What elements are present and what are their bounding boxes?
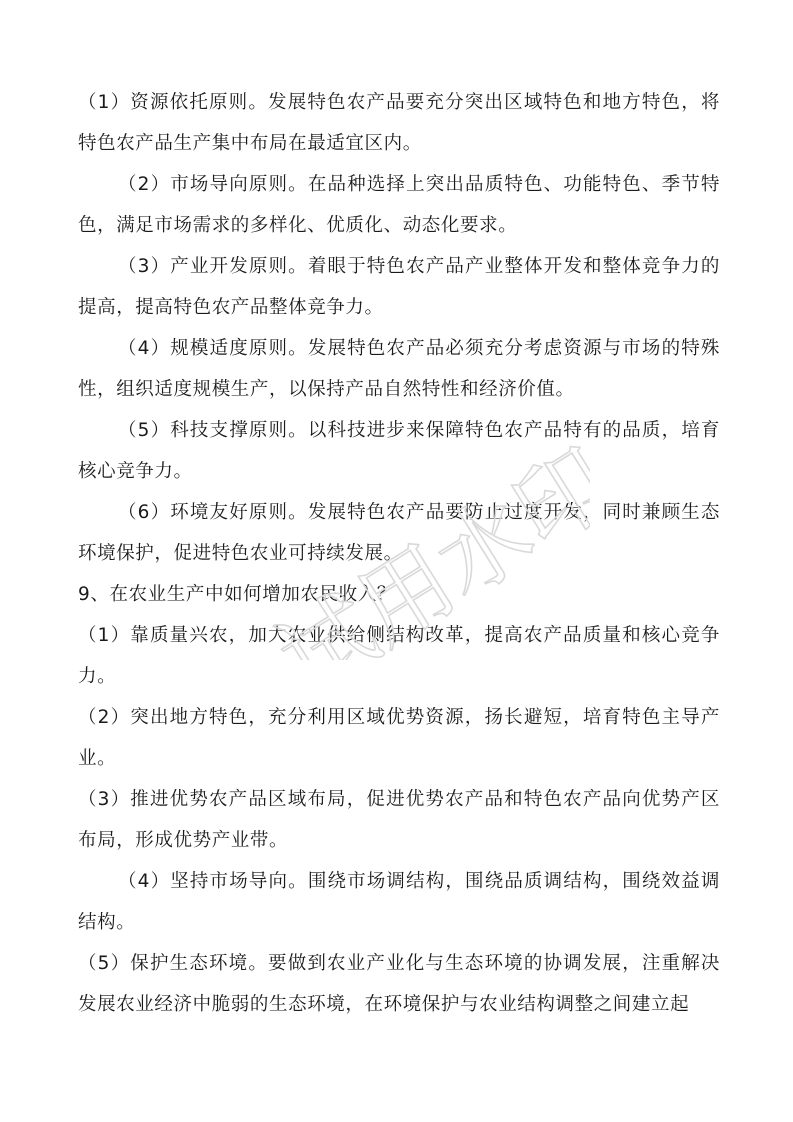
paragraph-7: （1）靠质量兴农，加大农业供给侧结构改革，提高农产品质量和核心竞争力。 bbox=[78, 625, 720, 687]
watermark-text: 试用水印 bbox=[261, 430, 590, 660]
paragraph-9: （3）推进优势农产品区域布局，促进优势农产品和特色农产品向优势产区布局，形成优势产业带。 bbox=[78, 789, 720, 851]
document-body bbox=[78, 82, 720, 1025]
paragraph-5: （5）科技支撑原则。以科技进步来保障特色农产品特有的品质，培育核心竞争力。 bbox=[78, 420, 720, 482]
paragraph-10: （4）坚持市场导向。围绕市场调结构，围绕品质调结构，围绕效益调结构。 bbox=[78, 871, 720, 933]
paragraph-8: （2）突出地方特色，充分利用区域优势资源，扬长避短，培育特色主导产业。 bbox=[78, 707, 720, 769]
paragraph-4: （4）规模适度原则。发展特色农产品必须充分考虑资源与市场的特殊性，组织适度规模生产，以保持产品自然特性和经济价值。 bbox=[78, 338, 720, 400]
paragraph-6: （6）环境友好原则。发展特色农产品要防止过度开发，同时兼顾生态环境保护，促进特色农业可持续发展。 bbox=[78, 502, 720, 564]
paragraph-1: （1）资源依托原则。发展特色农产品要充分突出区域特色和地方特色，将特色农产品生产集中布局在最适宜区内。 bbox=[78, 92, 720, 154]
paragraph-2: （2）市场导向原则。在品种选择上突出品质特色、功能特色、季节特色，满足市场需求的多样化、优质化、动态化要求。 bbox=[78, 174, 720, 236]
question-heading: 9、在农业生产中如何增加农民收入？ bbox=[78, 584, 396, 605]
paragraph-3: （3）产业开发原则。着眼于特色农产品产业整体开发和整体竞争力的提高，提高特色农产品整体竞争力。 bbox=[78, 256, 720, 318]
paragraph-11: （5）保护生态环境。要做到农业产业化与生态环境的协调发展，注重解决发展农业经济中脆弱的生态环境，在环境保护与农业结构调整之间建立起 bbox=[78, 953, 720, 1015]
